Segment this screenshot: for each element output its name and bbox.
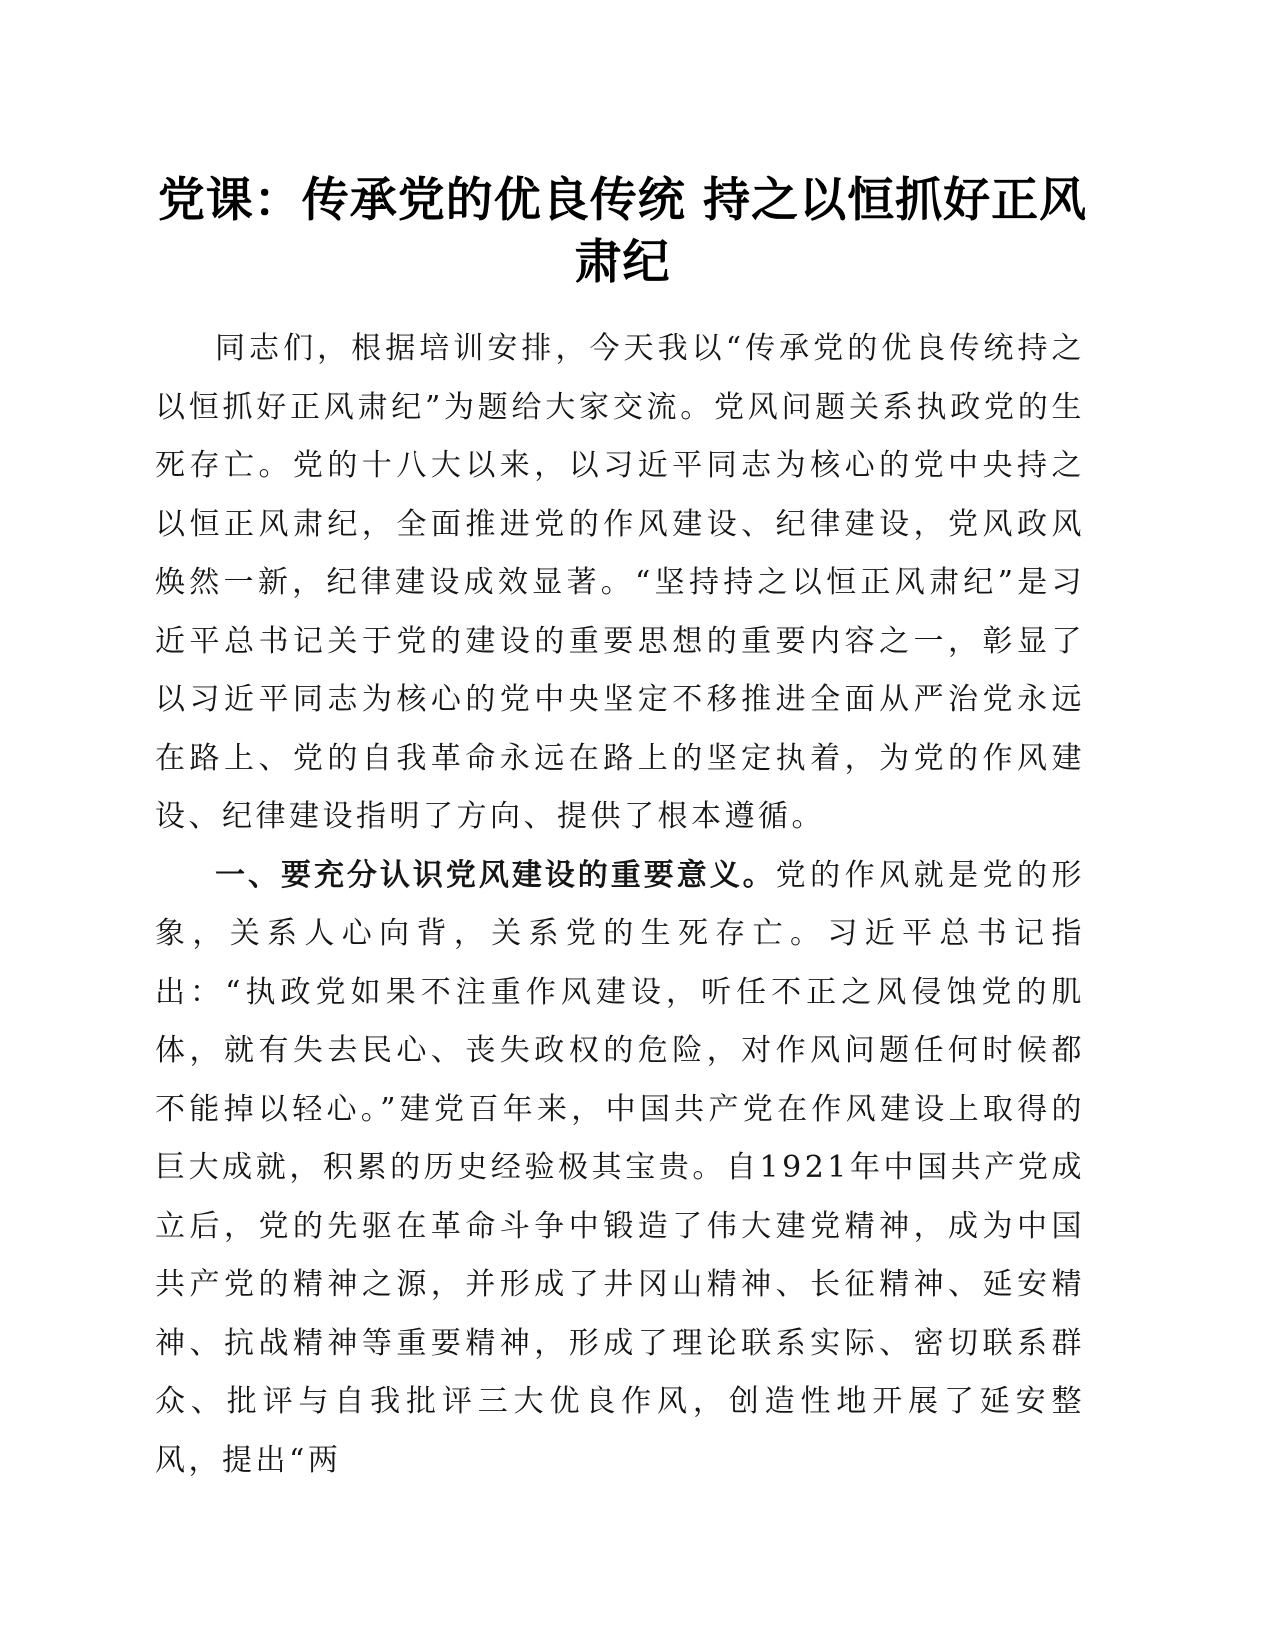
section-heading: 一、要充分认识党风建设的重要意义。	[215, 857, 776, 893]
document-title: 党课：传承党的优良传统 持之以恒抓好正风肃纪	[157, 173, 1088, 290]
document-body	[155, 320, 1085, 1490]
paragraph-intro	[155, 320, 1085, 847]
paragraph-text: 同志们，根据培训安排，今天我以“传承党的优良传统持之以恒抓好正风肃纪”为题给大家交流。党风问题关系执政党的生死存亡。党的十八大以来，以习近平同志为核心的党中央持之以恒正风肃纪，全面推进党的作风建设、纪律建设，党风政风焕然一新，纪律建设成效显著。“坚持持之以恒正风肃纪”是习近平总书记关于党的建设的重要思想的重要内容之一，彰显了以习近平同志为核心的党中央坚定不移推进全面从严治党永远在路上、党的自我革命永远在路上的坚定执着，为党的作风建设、纪律建设指明了方向、提供了根本遵循。	[155, 331, 1085, 834]
paragraph-text: 党的作风就是党的形象，关系人心向背，关系党的生死存亡。习近平总书记指出：“执政党如果不注重作风建设，听任不正之风侵蚀党的肌体，就有失去民心、丧失政权的危险，对作风问题任何时候都不能掉以轻心。”建党百年来，中国共产党在作风建设上取得的巨大成就，积累的历史经验极其宝贵。自1921年中国共产党成立后，党的先驱在革命斗争中锻造了伟大建党精神，成为中国共产党的精神之源，并形成了井冈山精神、长征精神、延安精神、抗战精神等重要精神，形成了理论联系实际、密切联系群众、批评与自我批评三大优良作风，创造性地开展了延安整风，提出“两	[155, 857, 1086, 1478]
paragraph-section-1	[155, 847, 1085, 1491]
